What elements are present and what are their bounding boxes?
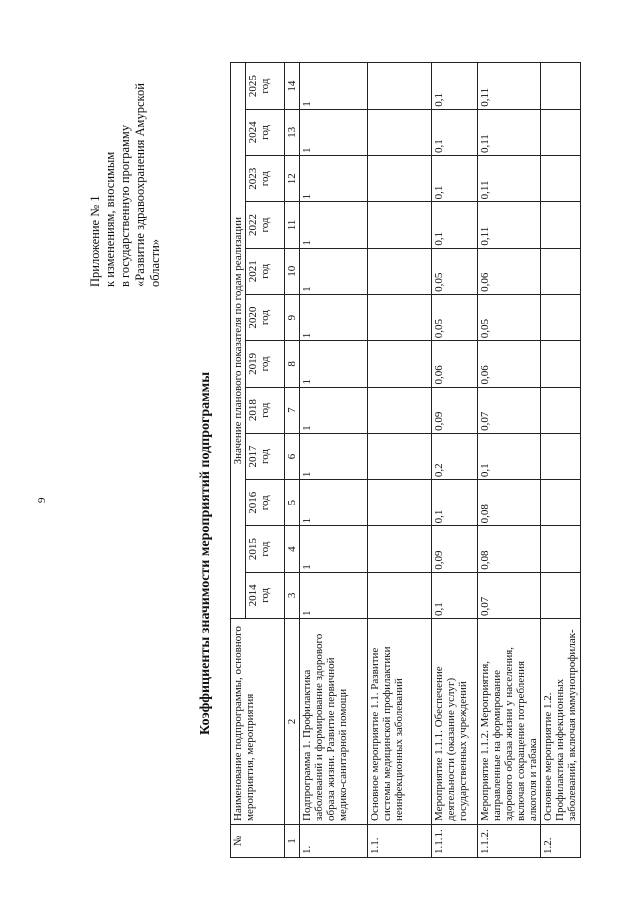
value-cell: 0,06 bbox=[478, 341, 541, 387]
value-cell: 1 bbox=[300, 202, 368, 248]
value-cell: 1 bbox=[300, 63, 368, 109]
value-cell: 0,11 bbox=[478, 156, 541, 202]
value-cell: 0,1 bbox=[432, 156, 478, 202]
value-cell: 0,11 bbox=[478, 63, 541, 109]
column-index-cell: 7 bbox=[285, 387, 300, 433]
year-header: 2015 год bbox=[246, 526, 285, 572]
value-cell: 1 bbox=[300, 294, 368, 340]
column-index-cell: 1 bbox=[285, 825, 300, 858]
row-name: Мероприятие 1.1.2. Мероприятия, направленные на формирование здорового образа жизни у населения, включая сокращение потребления алкоголя и табака bbox=[478, 619, 541, 825]
value-cell bbox=[541, 526, 581, 572]
value-cell: 0,06 bbox=[478, 248, 541, 294]
appendix-note bbox=[88, 83, 163, 287]
row-number: 1.1. bbox=[368, 825, 432, 858]
value-cell: 0,07 bbox=[478, 572, 541, 618]
header-no: № bbox=[231, 825, 285, 858]
value-cell: 1 bbox=[300, 109, 368, 155]
year-header: 2025 год bbox=[246, 63, 285, 109]
appendix-line: Приложение № 1 bbox=[88, 195, 102, 287]
value-cell: 0,09 bbox=[432, 387, 478, 433]
value-cell: 1 bbox=[300, 480, 368, 526]
column-index-cell: 13 bbox=[285, 109, 300, 155]
value-cell: 0,06 bbox=[432, 341, 478, 387]
appendix-line: «Развитие здравоохранения Амурской bbox=[133, 83, 147, 287]
value-cell: 0,05 bbox=[432, 248, 478, 294]
appendix-line: в государственную программу bbox=[118, 124, 132, 287]
value-cell bbox=[541, 480, 581, 526]
column-index-cell: 8 bbox=[285, 341, 300, 387]
year-header: 2024 год bbox=[246, 109, 285, 155]
value-cell: 0,07 bbox=[478, 387, 541, 433]
value-cell bbox=[541, 156, 581, 202]
value-cell bbox=[541, 387, 581, 433]
value-cell bbox=[541, 109, 581, 155]
value-cell: 0,11 bbox=[478, 109, 541, 155]
year-header: 2022 год bbox=[246, 202, 285, 248]
value-cell: 1 bbox=[300, 433, 368, 479]
table-index-row bbox=[285, 63, 300, 858]
page-number: 9 bbox=[36, 497, 48, 503]
row-name: Подпрограмма 1. Профилактика заболеваний и формирование здорового образа жизни. Развитие первичной медико-санитарной помощи bbox=[300, 619, 368, 825]
value-cell bbox=[368, 572, 432, 618]
value-cell bbox=[368, 156, 432, 202]
year-header: 2021 год bbox=[246, 248, 285, 294]
value-cell bbox=[368, 480, 432, 526]
table-row bbox=[300, 63, 368, 858]
table-row bbox=[432, 63, 478, 858]
value-cell: 0,08 bbox=[478, 526, 541, 572]
value-cell: 0,05 bbox=[478, 294, 541, 340]
row-number: 1. bbox=[300, 825, 368, 858]
table-header-row bbox=[231, 63, 246, 858]
value-cell bbox=[368, 387, 432, 433]
value-cell bbox=[368, 526, 432, 572]
value-cell bbox=[368, 294, 432, 340]
column-index-cell: 10 bbox=[285, 248, 300, 294]
value-cell bbox=[368, 63, 432, 109]
value-cell: 1 bbox=[300, 156, 368, 202]
value-cell bbox=[368, 341, 432, 387]
value-cell: 1 bbox=[300, 248, 368, 294]
year-header: 2018 год bbox=[246, 387, 285, 433]
column-index-cell: 9 bbox=[285, 294, 300, 340]
year-header: 2020 год bbox=[246, 294, 285, 340]
value-cell bbox=[368, 248, 432, 294]
table-row bbox=[368, 63, 432, 858]
year-header: 2017 год bbox=[246, 433, 285, 479]
value-cell: 1 bbox=[300, 387, 368, 433]
row-name: Основное мероприятие 1.2. Профилактика инфекционных заболеваний, включая иммунопрофилак- bbox=[541, 619, 581, 825]
value-cell bbox=[368, 433, 432, 479]
appendix-line: области» bbox=[148, 238, 162, 287]
value-cell: 0,08 bbox=[478, 480, 541, 526]
value-cell: 0,2 bbox=[432, 433, 478, 479]
value-cell bbox=[368, 202, 432, 248]
value-cell bbox=[541, 433, 581, 479]
value-cell bbox=[368, 109, 432, 155]
row-name: Мероприятие 1.1.1. Обеспечение деятельности (оказание услуг) государственных учреждений bbox=[432, 619, 478, 825]
column-index-cell: 6 bbox=[285, 433, 300, 479]
row-name: Основное мероприятие 1.1. Развитие системы медицинской профилактики неинфекционных заболеваний bbox=[368, 619, 432, 825]
column-index-cell: 12 bbox=[285, 156, 300, 202]
header-group: Значение планового показателя по годам реализации bbox=[231, 63, 246, 619]
row-number: 1.2. bbox=[541, 825, 581, 858]
value-cell: 0,1 bbox=[432, 63, 478, 109]
value-cell bbox=[541, 572, 581, 618]
column-index-cell: 2 bbox=[285, 619, 300, 825]
table-row bbox=[478, 63, 541, 858]
value-cell bbox=[541, 294, 581, 340]
column-index-cell: 3 bbox=[285, 572, 300, 618]
year-header: 2016 год bbox=[246, 480, 285, 526]
year-header: 2014 год bbox=[246, 572, 285, 618]
value-cell: 1 bbox=[300, 572, 368, 618]
table-row bbox=[541, 63, 581, 858]
value-cell: 1 bbox=[300, 341, 368, 387]
value-cell: 0,1 bbox=[432, 202, 478, 248]
value-cell: 1 bbox=[300, 526, 368, 572]
value-cell: 0,1 bbox=[432, 480, 478, 526]
year-header: 2019 год bbox=[246, 341, 285, 387]
column-index-cell: 4 bbox=[285, 526, 300, 572]
column-index-cell: 14 bbox=[285, 63, 300, 109]
value-cell bbox=[541, 341, 581, 387]
column-index-cell: 11 bbox=[285, 202, 300, 248]
value-cell: 0,05 bbox=[432, 294, 478, 340]
coefficients-table bbox=[230, 62, 581, 858]
value-cell: 0,09 bbox=[432, 526, 478, 572]
value-cell bbox=[541, 202, 581, 248]
document-title: Коэффициенты значимости мероприятий подпрограммы bbox=[198, 371, 213, 735]
value-cell: 0,1 bbox=[478, 433, 541, 479]
value-cell: 0,11 bbox=[478, 202, 541, 248]
row-number: 1.1.1. bbox=[432, 825, 478, 858]
appendix-line: к изменениям, вносимым bbox=[103, 151, 117, 287]
table-body bbox=[300, 63, 581, 858]
value-cell bbox=[541, 63, 581, 109]
column-index-cell: 5 bbox=[285, 480, 300, 526]
value-cell: 0,1 bbox=[432, 572, 478, 618]
header-name: Наименование подпрограммы, основного мероприятия, мероприятия bbox=[231, 619, 285, 825]
row-number: 1.1.2. bbox=[478, 825, 541, 858]
value-cell: 0,1 bbox=[432, 109, 478, 155]
year-header: 2023 год bbox=[246, 156, 285, 202]
value-cell bbox=[541, 248, 581, 294]
